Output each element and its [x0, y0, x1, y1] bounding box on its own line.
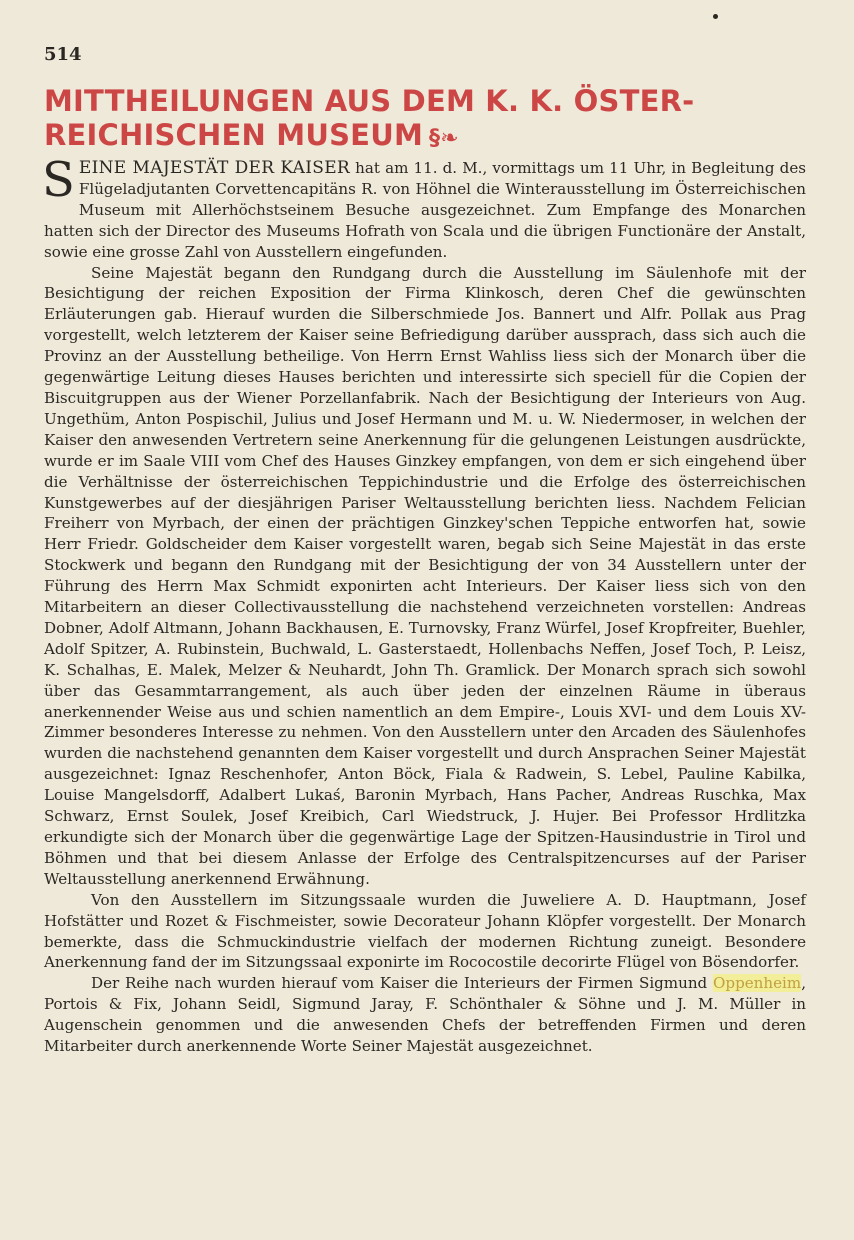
- ink-dot: [713, 14, 718, 19]
- page-number: 514: [44, 44, 82, 65]
- article-body: [42, 152, 807, 1057]
- article-title: [44, 84, 824, 156]
- paragraph-1-text: hat am 11. d. M., vormittags um 11 Uhr, in Begleitung des Flügeladjutanten Corvettencapitäns R. von Höhnel die Winterausstellung im Österreichischen Museum mit Allerhöchstseinem Besuche ausgezeichnet. Zum Empfange des Monarchen hatten sich der Director des Museums Hofrath von Scala und die übrigen Functionäre der Anstalt, sowie eine grosse Zahl von Ausstellern eingefunden.: [44, 159, 807, 261]
- paragraph-1: [42, 152, 807, 263]
- title-line-2-text: REICHISCHEN MUSEUM: [44, 118, 423, 152]
- drop-cap: S: [42, 152, 75, 208]
- paragraph-4: [44, 973, 806, 1057]
- highlighted-word: Oppenheim: [713, 974, 802, 993]
- paragraph-4-text-after: , Portois & Fix, Johann Seidl, Sigmund Jaray, F. Schönthaler & Söhne und J. M. Müller in Augenschein genommen und die anwesenden Chefs der betreffenden Firmen und deren Mitarbeiter durch anerkennende Worte Seiner Majestät ausgezeichnet.: [44, 974, 806, 1056]
- paragraph-2: Seine Majestät begann den Rundgang durch die Ausstellung im Säulenhofe mit der Besichtigung der reichen Exposition der Firma Klinkosch, deren Chef die gewünschten Erläuterungen gab. Hierauf wurden die Silberschmiede Jos. Bannert und Alfr. Pollak aus Prag vorgestellt, welch letzterem der Kaiser seine Befriedigung darüber aussprach, dass sich auch die Provinz an der Ausstellung betheilige. Von Herrn Ernst Wahliss liess sich der Monarch über die gegenwärtige Leitung dieses Hauses berichten und interessirte sich speciell für die Copien der Biscuitgruppen aus der Wiener Porzellanfabrik. Nach der Besichtigung der Interieurs von Aug. Ungethüm, Anton Pospischil, Julius und Josef Hermann und M. u. W. Niedermoser, in welchen der Kaiser den anwesenden Vertretern seine Anerkennung für die gelungenen Leistungen ausdrückte, wurde er im Saale VIII vom Chef des Hauses Ginzkey empfangen, von dem er sich eingehend über die Verhältnisse der österreichischen Teppichindustrie und die Erfolge des österreichischen Kunstgewerbes auf der diesjährigen Pariser Weltausstellung berichten liess. Nachdem Felician Freiherr von Myrbach, der einen der prächtigen Ginzkey'schen Teppiche entworfen hat, sowie Herr Friedr. Goldscheider dem Kaiser vorgestellt waren, begab sich Seine Majestät in das erste Stockwerk und begann den Rundgang mit der Besichtigung der von 34 Ausstellern unter der Führung des Herrn Max Schmidt exponirten acht Interieurs. Der Kaiser liess sich von den Mitarbeitern an dieser Collectivausstellung die nachstehend verzeichneten vorstellen: Andreas Dobner, Adolf Altmann, Johann Backhausen, E. Turnovsky, Franz Würfel, Josef Kropfreiter, Buehler, Adolf Spitzer, A. Rubinstein, Buchwald, L. Gasterstaedt, Hollenbachs Neffen, Josef Toch, P. Leisz, K. Schalhas, E. Malek, Melzer & Neuhardt, John Th. Gramlick. Der Monarch sprach sich sowohl über das Gesammtarrangement, als auch über jeden der einzelnen Räume in überaus anerkennender Weise aus und schien namentlich an dem Empire-, Louis XVI- und dem Louis XV-Zimmer besonderes Interesse zu nehmen. Von den Ausstellern unter den Arcaden des Säulenhofes wurden die nachstehend genannten dem Kaiser vorgestellt und durch Ansprachen Seiner Majestät ausgezeichnet: Ignaz Reschenhofer, Anton Böck, Fiala & Radwein, S. Lebel, Pauline Kabilka, Louise Mangelsdorff, Adalbert Lukaś, Baronin Myrbach, Hans Pacher, Andreas Ruschka, Max Schwarz, Ernst Soulek, Josef Kreibich, Carl Wiedstruck, J. Hujer. Bei Professor Hrdlitzka erkundigte sich der Monarch über die gegenwärtige Lage der Spitzen-Hausindustrie in Tirol und Böhmen und that bei diesem Anlasse der Erfolge des Centralspitzencurses auf der Pariser Weltausstellung anerkennend Erwähnung.: [44, 263, 806, 888]
- title-line-1: MITTHEILUNGEN AUS DEM K. K. ÖSTER-: [44, 84, 695, 118]
- paragraph-4-text-before: Der Reihe nach wurden hierauf vom Kaiser die Interieurs der Firmen Sigmund: [91, 974, 714, 993]
- ornament-icon: §❧: [429, 126, 459, 151]
- paragraph-3: Von den Ausstellern im Sitzungssaale wurden die Juweliere A. D. Hauptmann, Josef Hofstätter und Rozet & Fischmeister, sowie Decorateur Johann Klöpfer vorgestellt. Der Monarch bemerkte, dass die Schmuckindustrie vielfach der modernen Richtung zuneigt. Besondere Anerkennung fand der im Sitzungssaal exponirte im Rococostile decorirte Flügel von Bösendorfer.: [44, 890, 806, 972]
- title-line-2: [44, 118, 824, 156]
- lead-in: EINE MAJESTÄT DER KAISER: [78, 158, 351, 178]
